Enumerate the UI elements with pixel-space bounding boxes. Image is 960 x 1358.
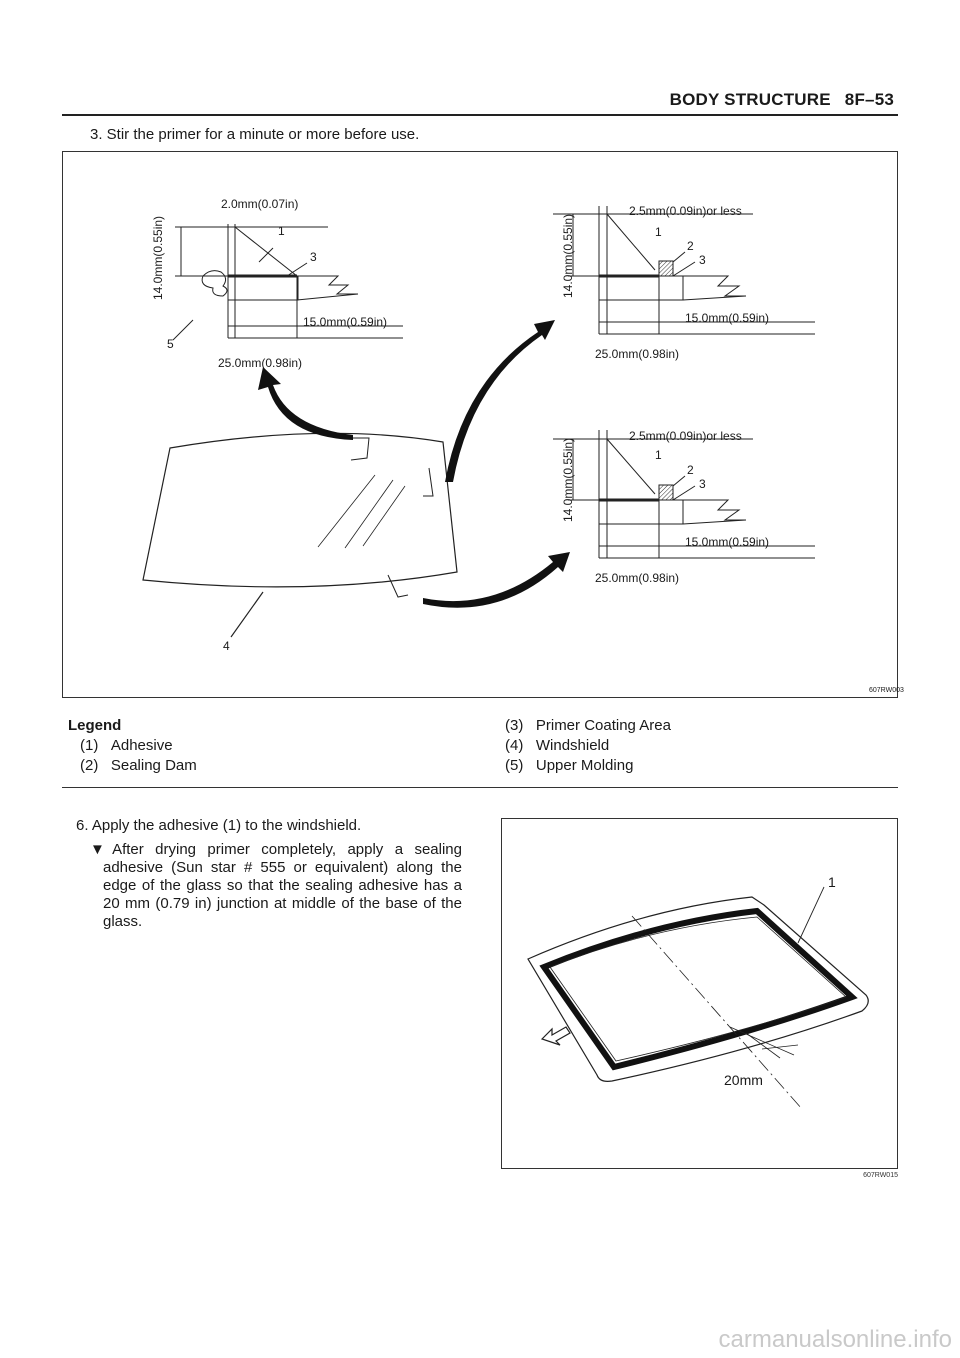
legend-item bbox=[505, 756, 671, 776]
callout-1: 1 bbox=[655, 225, 662, 239]
page-header bbox=[670, 90, 894, 110]
legend-label: Adhesive bbox=[110, 737, 173, 754]
arrow-to-top-right bbox=[445, 320, 555, 482]
dim-inner-width-label: 15.0mm(0.59in) bbox=[685, 311, 770, 325]
legend-num: (4) bbox=[505, 737, 524, 754]
callout-2: 2 bbox=[687, 463, 694, 477]
legend-num: (3) bbox=[505, 717, 524, 734]
header-divider bbox=[62, 114, 898, 116]
arrow-to-top-left bbox=[258, 367, 353, 440]
detail-bottom-right bbox=[553, 429, 815, 585]
watermark: carmanualsonline.info bbox=[718, 1326, 952, 1353]
windshield-drawing bbox=[143, 433, 457, 653]
step-6-block bbox=[76, 817, 462, 931]
dim-outer-width-label: 25.0mm(0.98in) bbox=[595, 571, 680, 585]
section-title: BODY STRUCTURE bbox=[669, 90, 831, 109]
step-6-item bbox=[76, 841, 462, 931]
dim-gap-label: 2.5mm(0.09in)or less bbox=[629, 429, 742, 443]
legend-item bbox=[68, 736, 197, 756]
callout-1: 1 bbox=[828, 874, 836, 890]
callout-4: 4 bbox=[223, 639, 230, 653]
dim-height-label: 14.0mm(0.55in) bbox=[561, 213, 575, 298]
bullet-icon: ▼ bbox=[90, 841, 113, 858]
windshield-outline bbox=[143, 433, 457, 587]
step-6-title: 6. Apply the adhesive (1) to the windshield. bbox=[76, 817, 362, 834]
dim-inner-width-label: 15.0mm(0.59in) bbox=[303, 315, 388, 329]
callout-1: 1 bbox=[655, 448, 662, 462]
legend-label: Windshield bbox=[535, 737, 610, 754]
dim-20mm-label: 20mm bbox=[724, 1072, 763, 1088]
primer-adhesive-figure bbox=[62, 151, 904, 698]
legend-left bbox=[68, 716, 197, 776]
adhesive-application-figure bbox=[501, 818, 898, 1169]
detail-arrows bbox=[258, 320, 570, 608]
legend-label: Sealing Dam bbox=[110, 757, 197, 774]
figure1-drawing bbox=[63, 152, 904, 697]
detail-top-left bbox=[151, 197, 403, 370]
dim-gap-label: 2.0mm(0.07in) bbox=[221, 197, 299, 211]
legend-item bbox=[505, 736, 671, 756]
legend-num: (2) bbox=[80, 757, 99, 774]
legend-label: Upper Molding bbox=[535, 757, 634, 774]
direction-arrow-icon bbox=[542, 1027, 570, 1045]
legend-title: Legend bbox=[68, 717, 122, 734]
callout-3: 3 bbox=[310, 250, 317, 264]
legend-num: (1) bbox=[80, 737, 99, 754]
legend-num: (5) bbox=[505, 757, 524, 774]
callout-3: 3 bbox=[699, 253, 706, 267]
dim-height-label: 14.0mm(0.55in) bbox=[561, 437, 575, 522]
page-number: 8F–53 bbox=[844, 90, 894, 109]
dim-outer-width-label: 25.0mm(0.98in) bbox=[218, 356, 303, 370]
legend-label: Primer Coating Area bbox=[535, 717, 671, 734]
step-3-text: 3. Stir the primer for a minute or more before use. bbox=[90, 126, 420, 143]
callout-2: 2 bbox=[687, 239, 694, 253]
legend-item bbox=[505, 716, 671, 736]
figure2-drawing bbox=[502, 819, 897, 1168]
figure-code: 607RW003 bbox=[869, 687, 904, 694]
callout-1: 1 bbox=[278, 224, 285, 238]
detail-top-right bbox=[553, 204, 815, 361]
step-6-text: After drying primer completely, apply a sealing adhesive (Sun star # 555 or equivalent) along the edge of the glass so that the sealing adhesive has a 20 mm (0.79 in) junction at middle of the base of the glass. bbox=[103, 841, 462, 930]
legend-item bbox=[68, 756, 197, 776]
legend-right bbox=[505, 716, 671, 776]
callout-3: 3 bbox=[699, 477, 706, 491]
dim-gap-label: 2.5mm(0.09in)or less bbox=[629, 204, 742, 218]
legend-divider bbox=[62, 787, 898, 788]
dim-outer-width-label: 25.0mm(0.98in) bbox=[595, 347, 680, 361]
dim-inner-width-label: 15.0mm(0.59in) bbox=[685, 535, 770, 549]
dim-height-label: 14.0mm(0.55in) bbox=[151, 215, 165, 300]
callout-5: 5 bbox=[167, 337, 174, 351]
figure2-code: 607RW015 bbox=[863, 1172, 898, 1179]
arrow-to-bottom-right bbox=[423, 552, 570, 608]
